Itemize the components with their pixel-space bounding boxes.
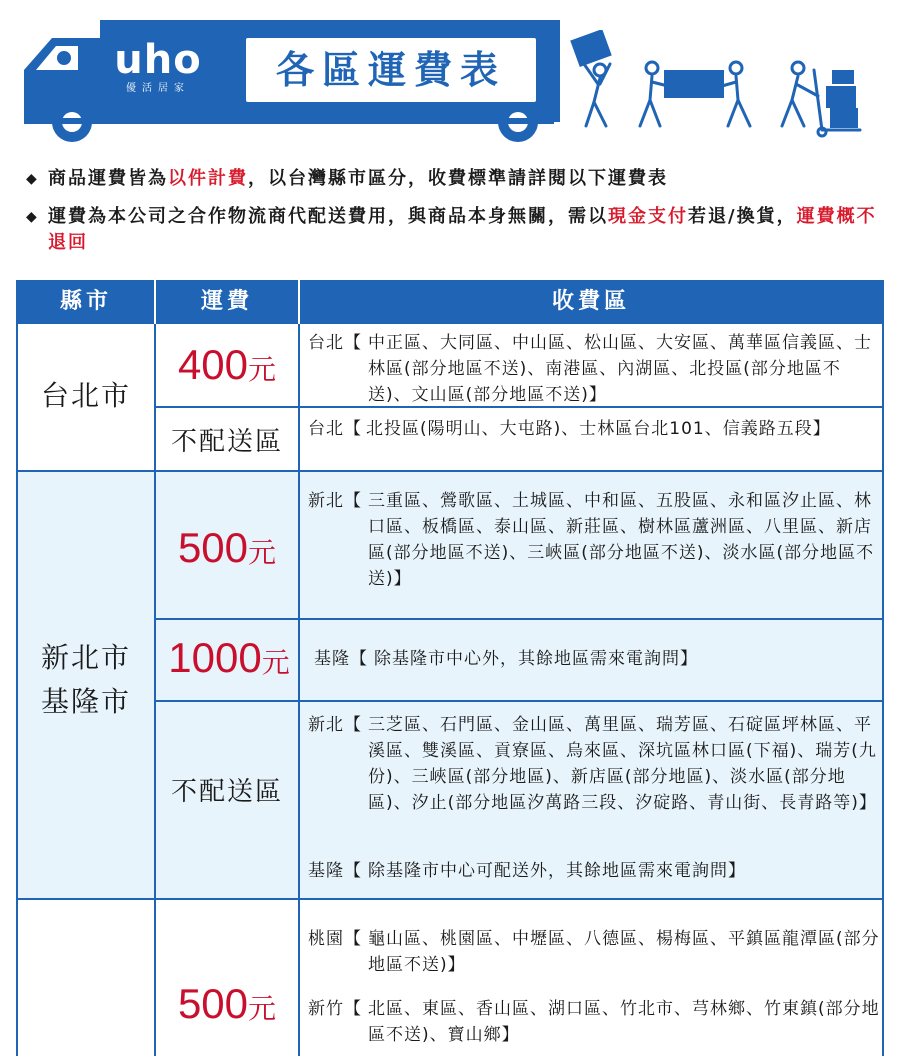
header-city: 縣市	[59, 289, 112, 314]
highlight-text: 運費概不退回	[48, 206, 877, 253]
fee-value: 500元	[177, 524, 277, 571]
fee-value: 400元	[177, 341, 277, 388]
shipping-notes	[26, 166, 886, 256]
diamond-bullet-icon: ◆	[26, 171, 39, 187]
zone-text: 台北【 中正區、大同區、中山區、松山區、大安區、萬華區信義區、士林區(部分地區不送)、南港區、內湖區、北投區(部分地區不送)、文山區(部分地區不送)】	[308, 333, 872, 405]
table-row-newtaipei-keelung	[18, 472, 882, 900]
zone-text: 新北【 三芝區、石門區、金山區、萬里區、瑞芳區、石碇區坪林區、平溪區、雙溪區、貢寮區、烏來區、深坑區林口區(下福)、瑞芳(九份)、三峽區(部分地區)、新店區(部分地區)、淡水區(部分地區)、汐止(部分地區汐萬路三段、汐碇路、青山街、長青路等)】	[308, 715, 877, 813]
note-2: ◆ 運費為本公司之合作物流商代配送費用，與商品本身無關，需以現金支付若退/換貨，運費概不退回	[26, 206, 877, 253]
zone-text: 台北【 北投區(陽明山、大屯路)、士林區台北101、信義路五段】	[308, 419, 831, 439]
note-1: ◆ 商品運費皆為以件計費，以台灣縣市區分，收費標準請詳閱以下運費表	[26, 166, 886, 192]
city-name: 台北市	[40, 379, 131, 412]
brand-logo	[108, 37, 208, 96]
table-header	[18, 280, 882, 324]
zone-text: 基隆【 除基隆市中心外，其餘地區需來電詢問】	[314, 649, 698, 669]
highlight-text: 以件計費	[168, 168, 248, 189]
city-name: 新北市 基隆市	[40, 641, 131, 718]
header-banner	[0, 0, 900, 150]
table-row-taipei	[18, 324, 882, 472]
zone-text: 基隆【 除基隆市中心可配送外，其餘地區需來電詢問】	[308, 861, 746, 881]
highlight-text: 現金支付	[608, 206, 688, 227]
diamond-bullet-icon: ◆	[26, 209, 39, 225]
fee-value: 1000元	[168, 634, 290, 681]
header-zone: 收費區	[551, 289, 630, 314]
zone-text: 桃園【 龜山區、桃園區、中壢區、八德區、楊梅區、平鎮區龍潭區(部分地區不送)】	[308, 929, 880, 975]
brand-subtitle: 優活居家	[126, 83, 190, 94]
header-fee: 運費	[200, 289, 253, 314]
zone-text: 新竹【 北區、東區、香山區、湖口區、竹北市、芎林鄉、竹東鎮(部分地區不送)、寶山鄉】	[308, 999, 880, 1045]
fee-value: 500元	[177, 980, 277, 1027]
page-title: 各區運費表	[246, 38, 536, 102]
zone-text: 新北【 三重區、鶯歌區、土城區、中和區、五股區、永和區汐止區、林口區、板橋區、泰山區、新莊區、樹林區蘆洲區、八里區、新店區(部分地區不送)、三峽區(部分地區不送)、淡水區(部分地區不送)】	[308, 491, 875, 589]
no-delivery-label: 不配送區	[170, 777, 283, 807]
movers-illustration	[560, 30, 880, 140]
table-row-taoyuan-hsinchu	[18, 900, 882, 1056]
brand-logo-text: uho	[114, 37, 202, 83]
no-delivery-label: 不配送區	[170, 427, 283, 457]
shipping-fee-table	[16, 280, 884, 1056]
